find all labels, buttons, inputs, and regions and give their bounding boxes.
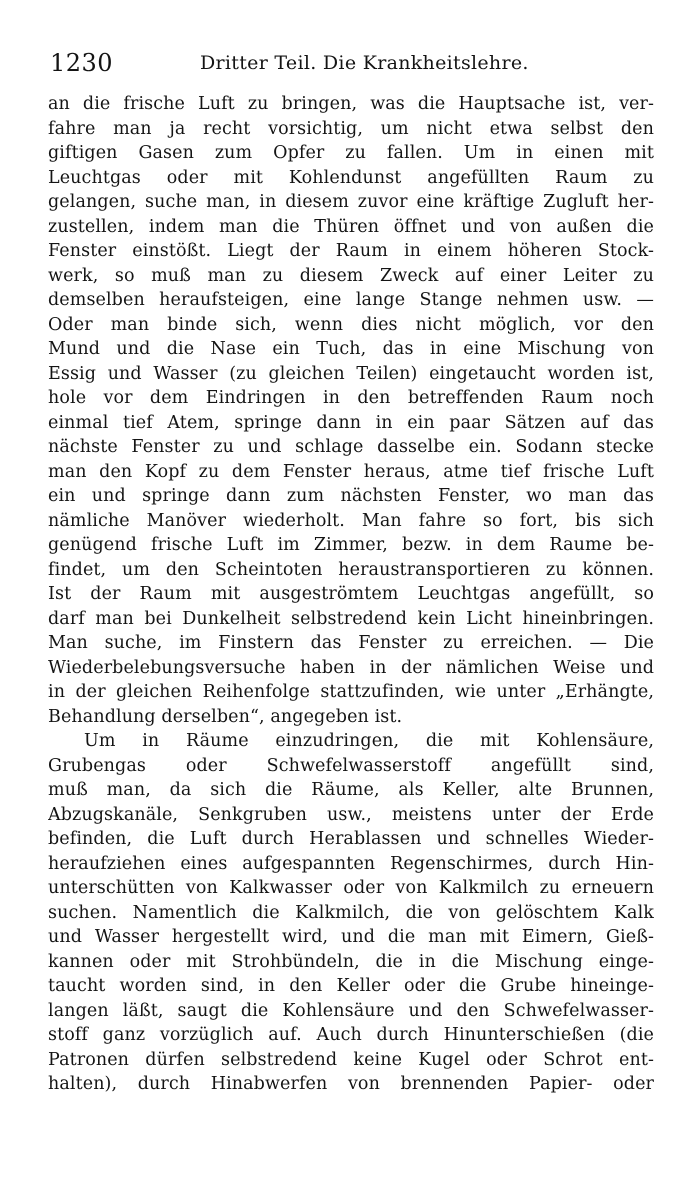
text-line: Abzugskanäle, Senkgruben usw., meistens unter der Erde	[48, 804, 654, 825]
text-line: einmal tief Atem, springe dann in ein paar Sätzen auf das	[48, 412, 654, 433]
running-title: Dritter Teil. Die Krankheitslehre.	[200, 52, 529, 74]
text-line: werk, so muß man zu diesem Zweck auf einer Leiter zu	[48, 265, 654, 286]
text-line: und Wasser hergestellt wird, und die man mit Eimern, Gieß-	[48, 927, 654, 947]
text-line: gelangen, suche man, in diesem zuvor eine kräftige Zugluft her-	[48, 192, 654, 212]
page-number: 1230	[50, 49, 114, 77]
text-line: Um in Räume einzudringen, die mit Kohlensäure,	[84, 731, 654, 751]
text-line: Grubengas oder Schwefelwasserstoff angefüllt sind,	[48, 755, 654, 776]
running-head	[50, 48, 655, 78]
text-line: Ist der Raum mit ausgeströmtem Leuchtgas angefüllt, so	[48, 584, 654, 604]
text-line: kannen oder mit Strohbündeln, die in die Mischung einge-	[48, 951, 654, 972]
text-line: ein und springe dann zum nächsten Fenster, wo man das	[48, 486, 654, 506]
text-line: fahre man ja recht vorsichtig, um nicht etwa selbst den	[48, 118, 654, 139]
text-line: man den Kopf zu dem Fenster heraus, atme tief frische Luft	[48, 461, 654, 482]
text-line: genügend frische Luft im Zimmer, bezw. in dem Raume be-	[48, 535, 654, 555]
text-line: Man suche, im Finstern das Fenster zu erreichen. — Die	[48, 633, 654, 653]
text-line: giftigen Gasen zum Opfer zu fallen. Um in einen mit	[48, 143, 654, 163]
text-line: befinden, die Luft durch Herablassen und schnelles Wieder-	[48, 829, 654, 849]
text-line: Essig und Wasser (zu gleichen Teilen) eingetaucht worden ist,	[48, 363, 654, 384]
text-line: langen läßt, saugt die Kohlensäure und den Schwefelwasser-	[48, 1000, 654, 1021]
text-line: Wiederbelebungsversuche haben in der nämlichen Weise und	[48, 657, 654, 678]
text-line: nämliche Manöver wiederholt. Man fahre so fort, bis sich	[48, 510, 654, 531]
text-line: darf man bei Dunkelheit selbstredend kein Licht hineinbringen.	[48, 608, 654, 629]
text-line: unterschütten von Kalkwasser oder von Kalkmilch zu erneuern	[48, 878, 654, 898]
text-line: suchen. Namentlich die Kalkmilch, die von gelöschtem Kalk	[48, 902, 654, 923]
text-line: Fenster einstößt. Liegt der Raum in einem höheren Stock-	[48, 241, 654, 261]
text-line: Leuchtgas oder mit Kohlendunst angefüllten Raum zu	[48, 167, 654, 188]
text-line: Mund und die Nase ein Tuch, das in eine Mischung von	[48, 339, 654, 359]
text-line: Patronen dürfen selbstredend keine Kugel oder Schrot ent-	[48, 1049, 654, 1070]
text-line: muß man, da sich die Räume, als Keller, alte Brunnen,	[48, 780, 654, 800]
text-line: demselben heraufsteigen, eine lange Stange nehmen usw. —	[48, 290, 654, 310]
text-line: an die frische Luft zu bringen, was die Hauptsache ist, ver-	[48, 94, 654, 114]
text-line: halten), durch Hinabwerfen von brennenden Papier- oder	[48, 1074, 654, 1094]
text-line: findet, um den Scheintoten heraustransportieren zu können.	[48, 559, 654, 580]
text-line: heraufziehen eines aufgespannten Regenschirmes, durch Hin-	[48, 853, 654, 874]
text-line: stoff ganz vorzüglich auf. Auch durch Hinunterschießen (die	[48, 1025, 654, 1045]
text-line: in der gleichen Reihenfolge stattzufinden, wie unter „Erhängte,	[48, 682, 654, 702]
text-line: taucht worden sind, in den Keller oder die Grube hineinge-	[48, 976, 654, 996]
text-line: hole vor dem Eindringen in den betreffenden Raum noch	[48, 388, 654, 408]
body-text	[48, 92, 654, 1097]
text-line: Behandlung derselben“, angegeben ist.	[48, 706, 403, 727]
text-line: Oder man binde sich, wenn dies nicht möglich, vor den	[48, 314, 654, 335]
text-line: zustellen, indem man die Thüren öffnet und von außen die	[48, 216, 654, 237]
text-line: nächste Fenster zu und schlage dasselbe ein. Sodann stecke	[48, 437, 654, 457]
